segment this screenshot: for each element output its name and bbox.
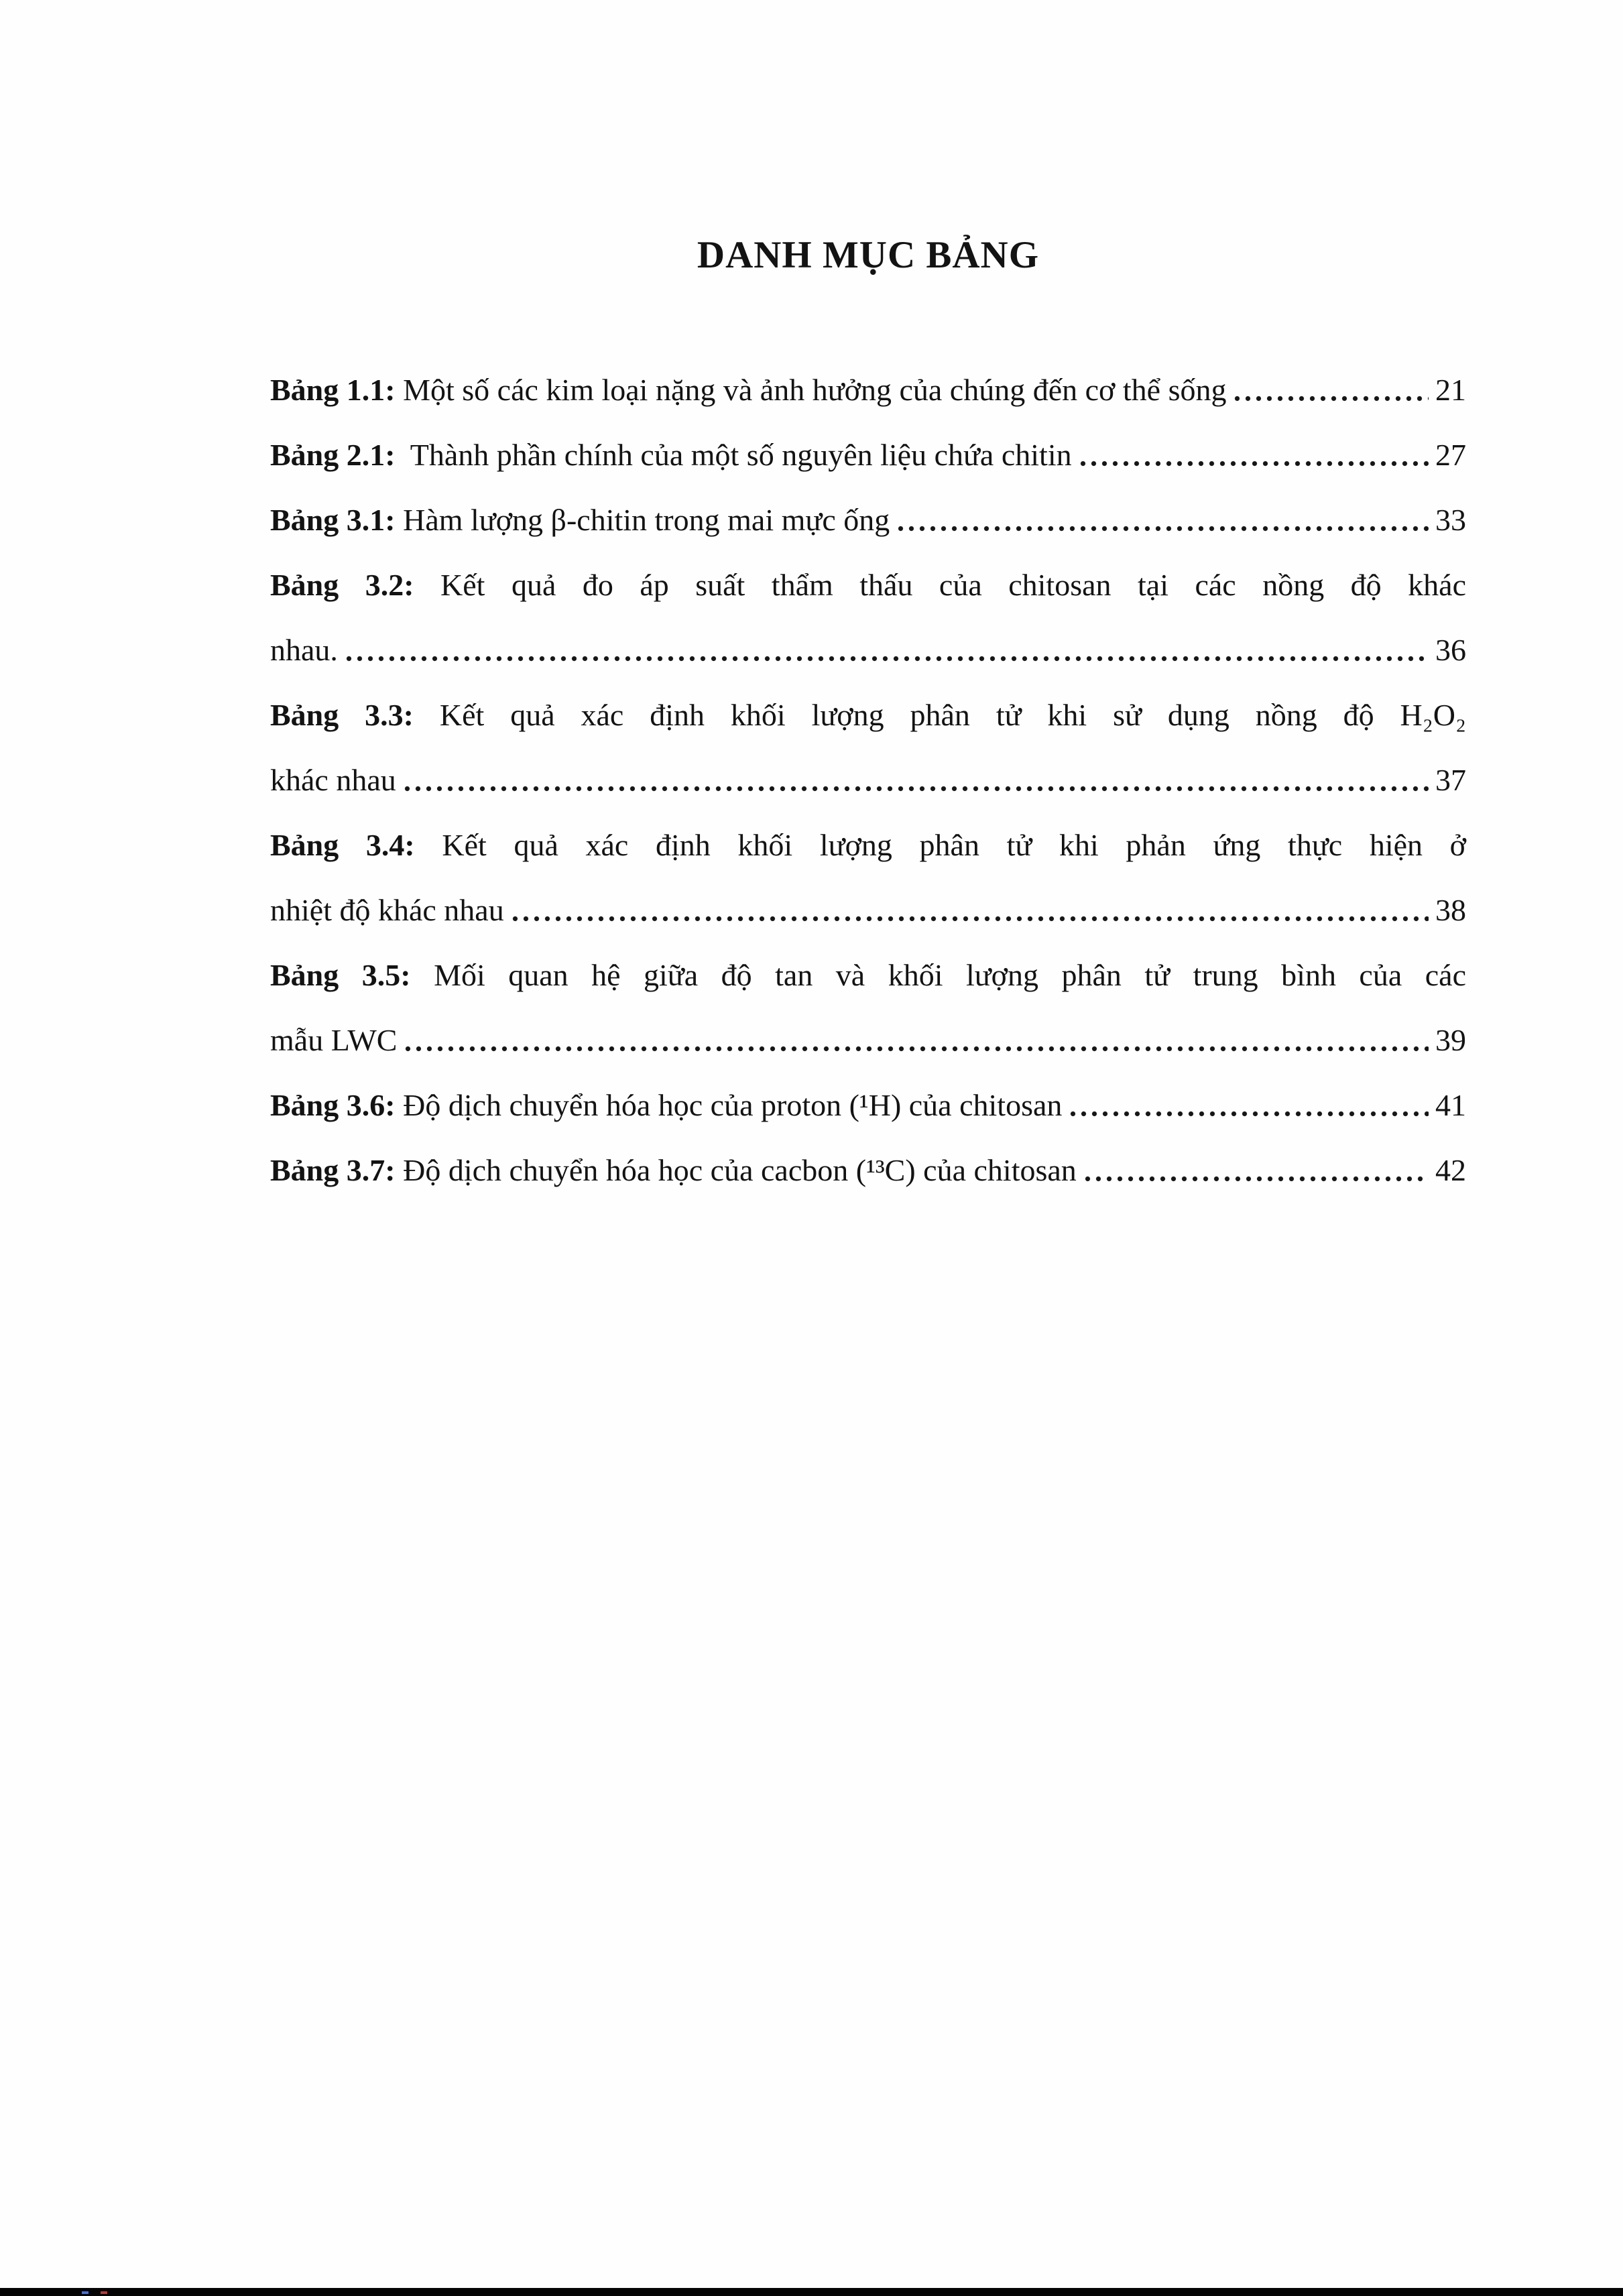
entry-label: Bảng 3.3:	[270, 698, 414, 732]
bottom-bar	[0, 2288, 1623, 2296]
entry-title-continued: khác nhau	[270, 763, 396, 797]
dot-leader	[1234, 357, 1429, 422]
entry-label: Bảng 3.4:	[270, 828, 415, 862]
dot-leader	[405, 1008, 1429, 1073]
entry-text	[270, 682, 1466, 747]
entry-title: Một số các kim loại nặng và ảnh hưởng của chúng đến cơ thể sống	[403, 373, 1227, 407]
entry-title-continued: nhiệt độ khác nhau	[270, 893, 504, 927]
toc-entry	[270, 1073, 1466, 1138]
entry-text	[270, 1138, 1077, 1203]
dot-leader	[512, 878, 1429, 943]
entry-page-number: 39	[1435, 1023, 1466, 1057]
entry-text	[270, 357, 1226, 422]
entry-title: Hàm lượng β-chitin trong mai mực ống	[403, 503, 890, 537]
entry-text	[270, 422, 1072, 487]
entry-label: Bảng 1.1:	[270, 373, 396, 407]
entry-text	[270, 1073, 1062, 1138]
entry-title: Thành phần chính của một số nguyên liệu chứa chitin	[410, 438, 1072, 472]
entry-page-number: 41	[1435, 1088, 1466, 1122]
bottom-bar-artifact	[82, 2291, 88, 2294]
entry-page-number: 42	[1435, 1153, 1466, 1187]
entry-page-number: 33	[1435, 503, 1466, 537]
entry-title: Kết quả đo áp suất thẩm thấu của chitosan tại các nồng độ khác	[440, 568, 1466, 602]
entry-page-number: 36	[1435, 633, 1466, 667]
bottom-bar-artifact	[101, 2291, 107, 2294]
dot-leader	[404, 747, 1429, 812]
page-title: DANH MỤC BẢNG	[697, 234, 1040, 276]
dot-leader	[346, 617, 1429, 682]
entry-title: Kết quả xác định khối lượng phân tử khi phản ứng thực hiện ở	[442, 828, 1466, 862]
entry-label: Bảng 3.2:	[270, 568, 414, 602]
page-content	[270, 236, 1466, 1203]
entry-page-number: 21	[1435, 373, 1466, 407]
toc-entry	[270, 552, 1466, 682]
entry-title: Độ dịch chuyển hóa học của proton (¹H) của chitosan	[403, 1088, 1063, 1122]
entry-title: Độ dịch chuyển hóa học của cacbon (¹³C) của chitosan	[403, 1153, 1077, 1187]
entry-text	[270, 487, 890, 552]
entry-text	[270, 943, 1466, 1008]
entry-text	[270, 812, 1466, 878]
toc-entry	[270, 357, 1466, 422]
table-of-contents	[270, 357, 1466, 1203]
entry-page-number: 38	[1435, 893, 1466, 927]
toc-entry	[270, 487, 1466, 552]
dot-leader	[1070, 1073, 1429, 1138]
entry-label: Bảng 3.1:	[270, 503, 396, 537]
entry-label: Bảng 3.7:	[270, 1153, 396, 1187]
entry-title: Mối quan hệ giữa độ tan và khối lượng phân tử trung bình của các	[434, 958, 1466, 992]
toc-entry	[270, 943, 1466, 1073]
entry-title: Kết quả xác định khối lượng phân tử khi sử dụng nồng độ H₂O₂	[439, 698, 1467, 732]
dot-leader	[1085, 1138, 1429, 1203]
entry-title-continued: nhau.	[270, 633, 338, 667]
dot-leader	[1080, 422, 1429, 487]
entry-page-number: 37	[1435, 763, 1466, 797]
entry-title-continued: mẫu LWC	[270, 1023, 398, 1057]
toc-entry	[270, 812, 1466, 943]
entry-text	[270, 552, 1466, 617]
entry-label: Bảng 3.5:	[270, 958, 411, 992]
toc-entry	[270, 682, 1466, 812]
entry-label: Bảng 3.6:	[270, 1088, 396, 1122]
dot-leader	[898, 487, 1429, 552]
entry-page-number: 27	[1435, 438, 1466, 472]
toc-entry	[270, 1138, 1466, 1203]
entry-label: Bảng 2.1:	[270, 438, 396, 472]
toc-entry	[270, 422, 1466, 487]
